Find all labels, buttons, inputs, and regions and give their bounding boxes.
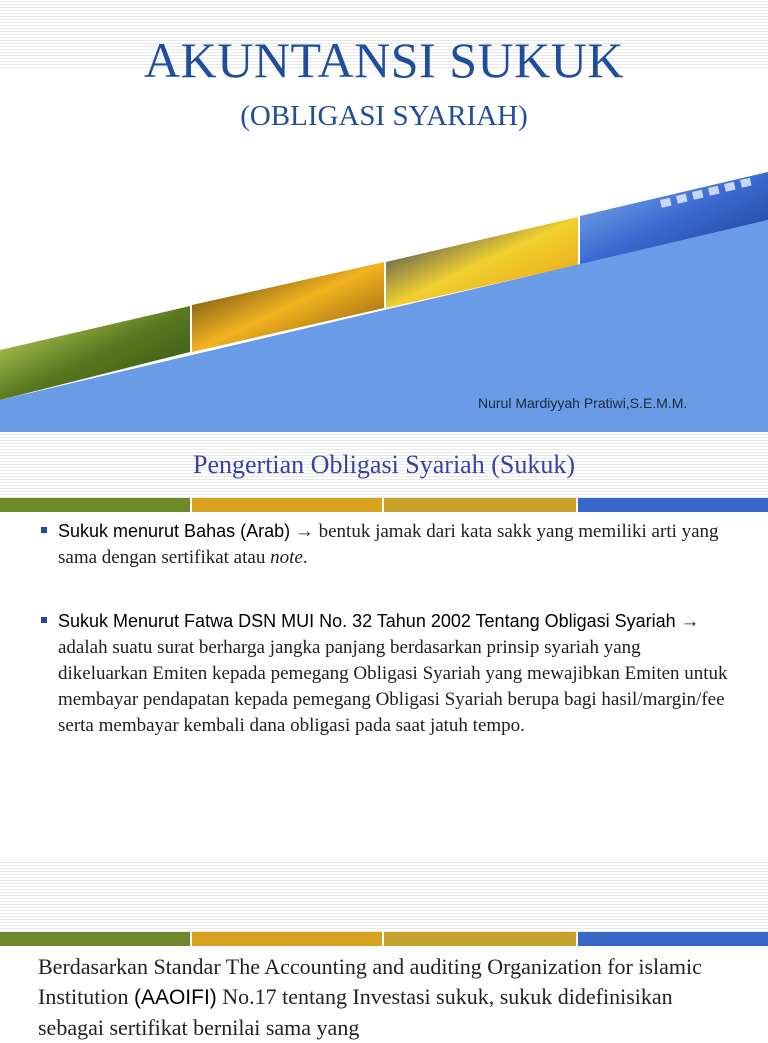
definition-slide	[0, 432, 768, 862]
arrow-symbol: →	[675, 611, 700, 632]
slide-heading: Pengertian Obligasi Syariah (Sukuk)	[193, 450, 575, 479]
paragraph-text: Berdasarkan Standar The Accounting and auditing Organization for islamic Institution	[38, 954, 702, 1009]
slide-title: AKUNTANSI SUKUK	[144, 32, 624, 88]
bullet-item-1	[58, 518, 728, 571]
aaoifi-slide	[0, 862, 768, 1040]
bullet-marker	[41, 527, 47, 533]
title-slide	[0, 0, 768, 432]
bullet-text: bentuk jamak dari kata sakk yang memiliki arti yang sama dengan sertifikat atau	[58, 521, 719, 568]
slide-subtitle: (OBLIGASI SYARIAH)	[240, 100, 528, 132]
bullet-marker	[41, 617, 47, 623]
bullet-item-2	[58, 608, 728, 739]
striped-header-band	[0, 862, 768, 932]
aaoifi-paragraph	[38, 952, 738, 1043]
paragraph-text-continued: No.17 tentang Investasi sukuk, sukuk didefinisikan sebagai sertifikat bernilai sama yang	[38, 984, 673, 1040]
bullet-text: adalah suatu surat berharga jangka panjang berdasarkan prinsip syariah yang dikeluarkan Emiten kepada pemegang Obligasi Syariah yang mewajibkan Emiten untuk membayar pendapatan kepada pemegang Obligasi Syariah berupa bagi hasil/margin/fee serta membayar kembali dana obligasi pada saat jatuh tempo.	[58, 637, 728, 736]
bullet-end: .	[302, 547, 308, 568]
arrow-symbol: →	[290, 521, 319, 542]
author-name: Nurul Mardiyyah Pratiwi,S.E.M.M.	[478, 395, 688, 411]
photo-strip-thin	[0, 498, 768, 512]
bullet-lead: Sukuk Menurut Fatwa DSN MUI No. 32 Tahun 2002 Tentang Obligasi Syariah	[58, 611, 676, 631]
bullet-emphasis: note	[270, 547, 303, 568]
bullet-lead: Sukuk menurut Bahas (Arab)	[58, 521, 291, 541]
photo-strip-thin	[0, 932, 768, 946]
paragraph-bold: (AAOIFI)	[133, 986, 217, 1009]
